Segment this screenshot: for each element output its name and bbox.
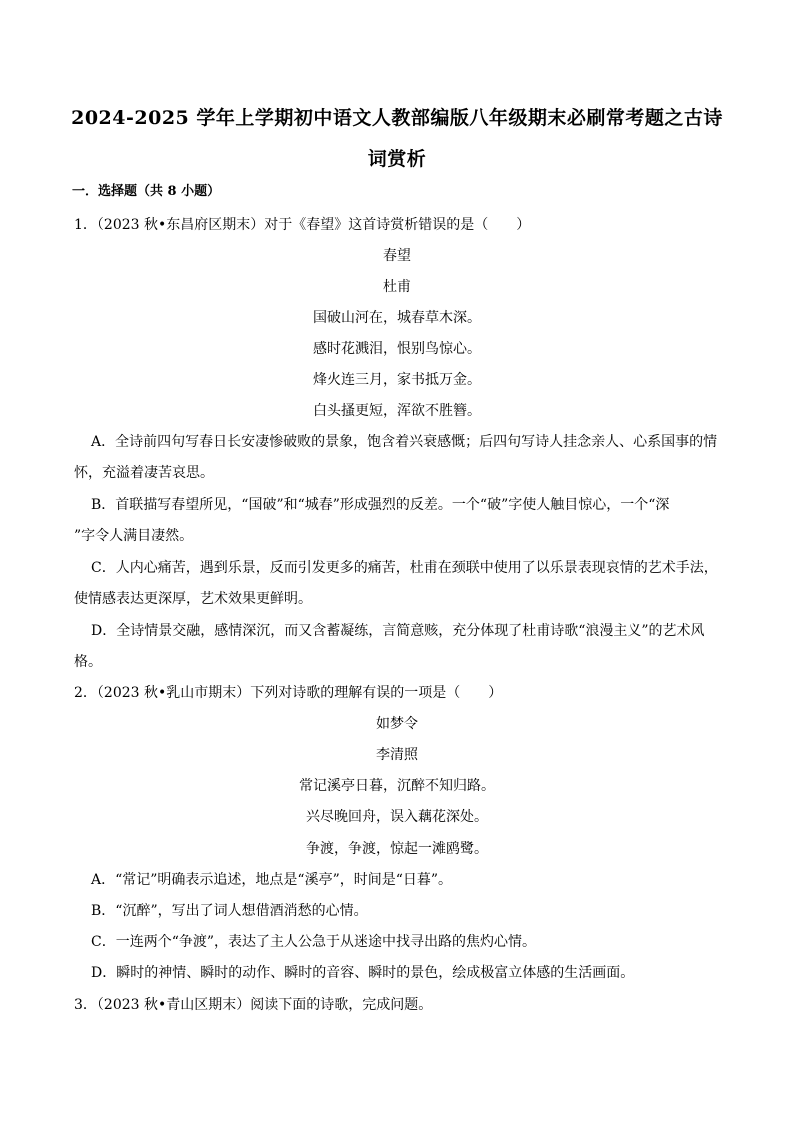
question-1-option-a-cont: 怀，充溢着凄苦哀思。: [74, 465, 214, 481]
section-heading: 一．选择题（共 8 小题）: [72, 184, 221, 199]
question-2-poem-line: 兴尽晚回舟，误入藕花深处。: [306, 809, 488, 825]
question-1-poem-line: 烽火连三月，家书抵万金。: [313, 372, 481, 388]
question-1-option-d: D．全诗情景交融，感情深沉，而又含蓄凝练，言简意赅，充分体现了杜甫诗歌“浪漫主义”的艺术风: [91, 623, 705, 639]
question-1-option-a: A．全诗前四句写春日长安凄惨破败的景象，饱含着兴衰感慨；后四句写诗人挂念亲人、心系国事的情: [91, 434, 718, 450]
question-2-poem-line: 争渡，争渡，惊起一滩鸥鹭。: [306, 841, 488, 857]
question-1-poem-author: 杜甫: [383, 279, 411, 295]
question-1-stem: 1．（2023 秋•东昌府区期末）对于《春望》这首诗赏析错误的是（ ）: [74, 217, 531, 233]
question-1-option-d-cont: 格。: [74, 654, 102, 670]
question-2-poem-line: 常记溪亭日暮，沉醉不知归路。: [299, 778, 495, 794]
question-2-poem-author: 李清照: [376, 747, 418, 763]
question-1-option-b: B．首联描写春望所见，“国破”和“城春”形成强烈的反差。一个“破”字使人触目惊心，一个“深: [91, 497, 670, 513]
question-2-option-d: D．瞬时的神情、瞬时的动作、瞬时的音容、瞬时的景色，绘成极富立体感的生活画面。: [91, 965, 635, 981]
question-3-stem: 3．（2023 秋•青山区期末）阅读下面的诗歌，完成问题。: [74, 997, 433, 1013]
document-title-line-2: 词赏析: [367, 148, 427, 170]
document-title-line-1: 2024-2025 学年上学期初中语文人教部编版八年级期末必刷常考题之古诗: [71, 107, 723, 129]
question-1-poem-line: 国破山河在，城春草木深。: [313, 310, 481, 326]
question-1-option-c-cont: 使情感表达更深厚，艺术效果更鲜明。: [74, 591, 312, 607]
question-2-stem: 2．（2023 秋•乳山市期末）下列对诗歌的理解有误的一项是（ ）: [74, 685, 503, 701]
question-2-option-c: C．一连两个“争渡”，表达了主人公急于从迷途中找寻出路的焦灼心情。: [91, 934, 537, 950]
question-2-option-b: B．“沉醉”，写出了词人想借酒消愁的心情。: [91, 903, 368, 919]
question-1-poem-line: 白头搔更短，浑欲不胜簪。: [313, 403, 481, 419]
question-2-option-a: A．“常记”明确表示追述，地点是“溪亭”，时间是“日暮”。: [91, 872, 453, 888]
question-1-option-b-cont: ”字令人满目凄然。: [74, 528, 194, 544]
question-1-poem-line: 感时花溅泪，恨别鸟惊心。: [313, 341, 481, 357]
question-1-poem-title: 春望: [383, 248, 411, 264]
question-2-poem-title: 如梦令: [376, 716, 418, 732]
question-1-option-c: C．人内心痛苦，遇到乐景，反而引发更多的痛苦，杜甫在颈联中使用了以乐景表现哀情的艺术手法，: [91, 560, 718, 576]
